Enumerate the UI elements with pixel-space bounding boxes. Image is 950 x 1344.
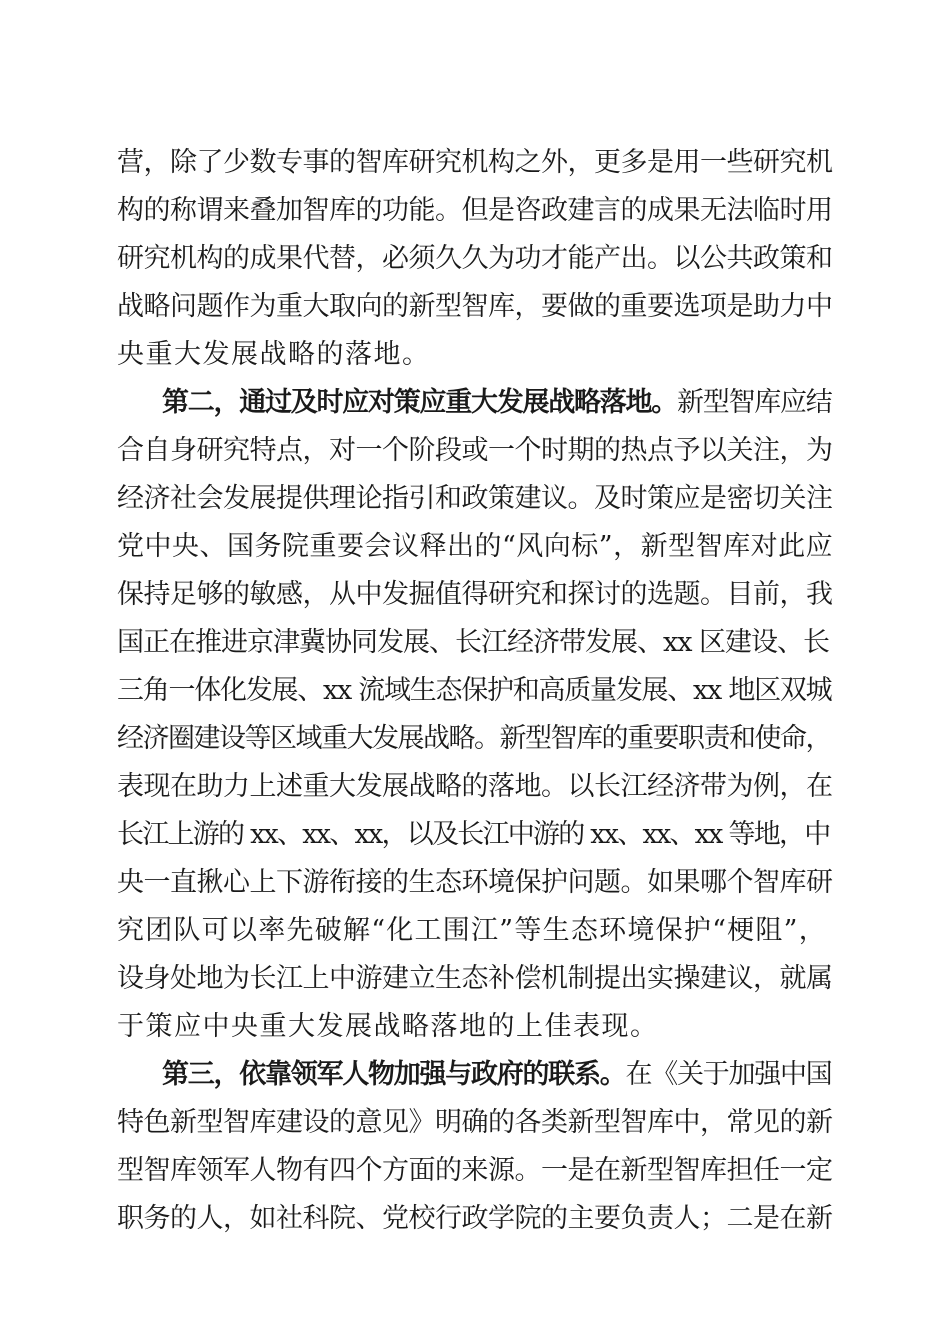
text-line: 职务的人，如社科院、党校行政学院的主要负责人；二是在新	[117, 1203, 833, 1234]
text-line: 表现在助力上述重大发展战略的落地。以长江经济带为例，在	[117, 771, 833, 802]
text-line: 究团队可以率先破解“化工围江”等生态环境保护“梗阻”，	[117, 915, 827, 946]
text-line: 构的称谓来叠加智库的功能。但是咨政建言的成果无法临时用	[117, 195, 833, 226]
text-line: 保持足够的敏感，从中发掘值得研究和探讨的选题。目前，我	[117, 579, 833, 610]
text-line: 党中央、国务院重要会议释出的“风向标”，新型智库对此应	[117, 531, 834, 562]
text-line: 设身处地为长江上中游建立生态补偿机制提出实操建议，就属	[117, 963, 833, 994]
paragraph-heading: 第二，通过及时应对策应重大发展战略落地。	[162, 387, 677, 418]
paragraph-first-line	[162, 1055, 833, 1095]
text-line: 经济圈建设等区域重大发展战略。新型智库的重要职责和使命，	[117, 723, 831, 754]
text-line: 央一直揪心上下游衔接的生态环境保护问题。如果哪个智库研	[117, 867, 833, 898]
text-line: 经济社会发展提供理论指引和政策建议。及时策应是密切关注	[117, 483, 833, 514]
text-line: 战略问题作为重大取向的新型智库，要做的重要选项是助力中	[117, 291, 833, 322]
text-span: 新型智库应结	[677, 387, 832, 418]
paragraph-heading: 第三，依靠领军人物加强与政府的联系。	[162, 1059, 626, 1090]
paragraph-first-line	[162, 383, 833, 423]
text-line: 国正在推进京津冀协同发展、长江经济带发展、xx 区建设、长	[117, 627, 830, 658]
text-line: 长江上游的 xx、xx、xx，以及长江中游的 xx、xx、xx 等地，中	[117, 819, 830, 850]
text-line: 型智库领军人物有四个方面的来源。一是在新型智库担任一定	[117, 1155, 833, 1186]
text-line: 三角一体化发展、xx 流域生态保护和高质量发展、xx 地区双城	[117, 675, 832, 706]
text-line: 央重大发展战略的落地。	[117, 339, 431, 370]
text-line: 合自身研究特点，对一个阶段或一个时期的热点予以关注，为	[117, 435, 833, 466]
text-line: 研究机构的成果代替，必须久久为功才能产出。以公共政策和	[117, 243, 833, 274]
text-line: 于策应中央重大发展战略落地的上佳表现。	[117, 1011, 659, 1042]
text-span: 在《关于加强中国	[625, 1059, 832, 1090]
text-line: 特色新型智库建设的意见》明确的各类新型智库中，常见的新	[117, 1107, 833, 1138]
text-line: 营，除了少数专事的智库研究机构之外，更多是用一些研究机	[117, 147, 833, 178]
